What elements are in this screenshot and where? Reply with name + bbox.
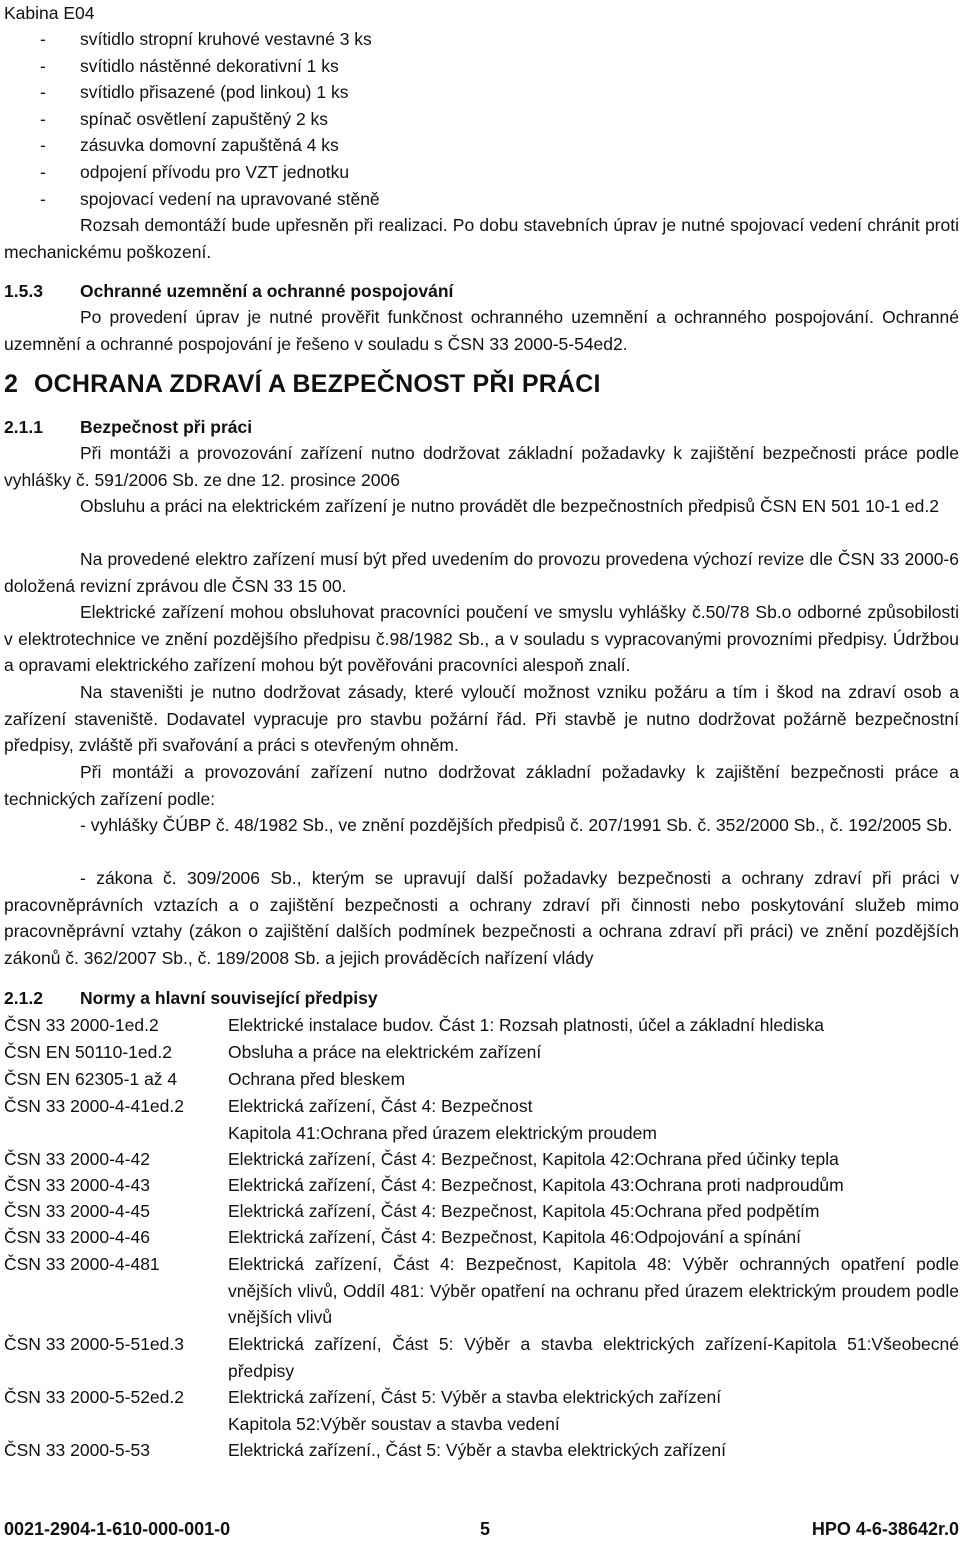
standard-desc: Elektrická zařízení, Část 4: Bezpečnost, Kapitola 43:Ochrana proti nadproudům (228, 1175, 844, 1195)
section-heading-1-5-3 (4, 278, 453, 305)
section-number: 1.5.3 (4, 281, 43, 301)
page-number: 5 (480, 1519, 491, 1539)
standard-code: ČSN 33 2000-5-53 (4, 1440, 150, 1460)
standard-desc: Ochrana před bleskem (228, 1069, 406, 1089)
list-item: - svítidlo stropní kruhové vestavné 3 ks (40, 29, 372, 49)
standard-desc: Elektrická zařízení, Část 4: Bezpečnost, Kapitola 48: Výběr ochranných opatření podle vnějších vlivů, Oddíl 481: Výběr opatření na ochranu před úrazem elektrickým proudem podle vnějších vlivů (228, 1254, 959, 1328)
section-number: 2.1.2 (4, 988, 43, 1008)
safety-paragraph: Při montáži a provozování zařízení nutno dodržovat základní požadavky k zajištění bezpečnosti práce a technických zařízení podle: (4, 762, 959, 809)
section-heading-2-1-2 (4, 985, 378, 1012)
regulation-item: - vyhlášky ČÚBP č. 48/1982 Sb., ve znění pozdějších předpisů č. 207/1991 Sb. č. 352/2000 Sb., č. 192/2005 Sb. (80, 815, 953, 835)
list-item: - zásuvka domovní zapuštěná 4 ks (40, 135, 339, 156)
list-item: - spojovací vedení na upravované stěně (40, 188, 380, 209)
standard-code: ČSN 33 2000-4-42 (4, 1149, 150, 1169)
list-item: - svítidlo nástěnné dekorativní 1 ks (40, 55, 339, 76)
standard-code: ČSN 33 2000-5-52ed.2 (4, 1387, 184, 1407)
regulation-item: - zákona č. 309/2006 Sb., kterým se upravují další požadavky bezpečnosti a ochrany zdraví při práci v pracovněprávních vztazích a o zajištění bezpečnosti a ochrany zdraví při činnosti nebo poskytování služeb mimo pracovněprávní vztahy (zákon o zajištění dalších podmínek bezpečnosti a ochrana zdraví při práci) ve znění pozdějších zákonů č. 362/2007 Sb., č. 189/2008 Sb. a jejich prováděcích nařízení vlády (4, 868, 959, 968)
chapter-title: OCHRANA ZDRAVÍ A BEZPEČNOST PŘI PRÁCI (34, 370, 601, 398)
chapter-heading (4, 370, 601, 399)
section-number: 2.1.1 (4, 417, 43, 437)
chapter-number: 2 (4, 370, 19, 398)
room-note: Rozsah demontáží bude upřesněn při realizaci. Po dobu stavebních úprav je nutné spojovací vedení chránit proti mechanickému poškození. (4, 215, 959, 262)
standard-code: ČSN 33 2000-1ed.2 (4, 1015, 159, 1035)
safety-paragraph: Obsluhu a práci na elektrickém zařízení je nutno provádět dle bezpečnostních předpisů ČSN EN 501 10-1 ed.2 (80, 496, 939, 516)
standard-code: ČSN 33 2000-4-46 (4, 1227, 150, 1247)
safety-paragraph: Při montáži a provozování zařízení nutno dodržovat základní požadavky k zajištění bezpečnosti práce podle vyhlášky č. 591/2006 Sb. ze dne 12. prosince 2006 (4, 443, 959, 490)
standard-desc: Elektrická zařízení, Část 5: Výběr a stavba elektrických zařízení-Kapitola 51:Všeobecné předpisy (228, 1334, 959, 1381)
standard-code: ČSN 33 2000-4-43 (4, 1175, 150, 1195)
standard-desc: Elektrické instalace budov. Část 1: Rozsah platnosti, účel a základní hlediska (228, 1015, 824, 1035)
standard-desc: Elektrická zařízení, Část 4: Bezpečnost, Kapitola 45:Ochrana před podpětím (228, 1201, 820, 1221)
section-title: Ochranné uzemnění a ochranné pospojování (80, 281, 454, 301)
safety-paragraph: Na provedené elektro zařízení musí být před uvedením do provozu provedena výchozí revize dle ČSN 33 2000-6 doložená revizní zprávou dle ČSN 33 15 00. (4, 549, 959, 596)
standard-desc: Elektrická zařízení, Část 4: Bezpečnost, Kapitola 42:Ochrana před účinky tepla (228, 1149, 839, 1169)
standard-desc: Kapitola 41:Ochrana před úrazem elektrickým proudem (228, 1123, 657, 1143)
standard-code: ČSN 33 2000-4-45 (4, 1201, 150, 1221)
list-item: - spínač osvětlení zapuštěný 2 ks (40, 108, 329, 129)
standard-desc: Obsluha a práce na elektrickém zařízení (228, 1042, 542, 1062)
standard-desc: Kapitola 52:Výběr soustav a stavba vedení (228, 1414, 560, 1434)
section-paragraph: Po provedení úprav je nutné prověřit funkčnost ochranného uzemnění a ochranného pospojování. Ochranné uzemnění a ochranné pospojování je řešeno v souladu s ČSN 33 2000-5-54ed2. (4, 307, 959, 354)
safety-paragraph: Na staveništi je nutno dodržovat zásady, které vyloučí možnost vzniku požáru a tím i škod na zdraví osob a zařízení staveniště. Dodavatel vypracuje pro stavbu požární řád. Při stavbě je nutno dodržovat požárně bezpečnostní předpisy, zvláště při svařování a práci s otevřeným ohněm. (4, 682, 959, 756)
standard-code: ČSN 33 2000-5-51ed.3 (4, 1334, 184, 1354)
room-item-list (4, 26, 380, 212)
list-item: - odpojení přívodu pro VZT jednotku (40, 161, 350, 182)
document-code: 0021-2904-1-610-000-001-0 (4, 1519, 231, 1539)
standard-code: ČSN 33 2000-4-481 (4, 1254, 160, 1274)
section-title: Bezpečnost při práci (80, 417, 253, 437)
room-title: Kabina E04 (4, 3, 95, 23)
list-item: - svítidlo přisazené (pod linkou) 1 ks (40, 82, 349, 103)
standard-code: ČSN EN 50110-1ed.2 (4, 1042, 172, 1062)
standard-desc: Elektrická zařízení, Část 5: Výběr a stavba elektrických zařízení (228, 1387, 722, 1407)
standard-desc: Elektrická zařízení., Část 5: Výběr a stavba elektrických zařízení (228, 1440, 726, 1460)
standard-code: ČSN EN 62305-1 až 4 (4, 1069, 178, 1089)
section-title: Normy a hlavní související předpisy (80, 988, 378, 1008)
section-heading-2-1-1 (4, 414, 252, 441)
standard-desc: Elektrická zařízení, Část 4: Bezpečnost, Kapitola 46:Odpojování a spínání (228, 1227, 801, 1247)
document-reference: HPO 4-6-38642r.0 (811, 1519, 959, 1539)
standard-desc: Elektrická zařízení, Část 4: Bezpečnost (228, 1096, 533, 1116)
safety-paragraph: Elektrické zařízení mohou obsluhovat pracovníci poučení ve smyslu vyhlášky č.50/78 Sb.o odborné způsobilosti v elektrotechnice ve znění pozdějšího předpisu č.98/1982 Sb., a v souladu s vypracovanými provozními předpisy. Údržbou a opravami elektrického zařízení mohou být pověřováni pracovníci alespoň znalí. (4, 602, 959, 676)
standard-code: ČSN 33 2000-4-41ed.2 (4, 1096, 184, 1116)
